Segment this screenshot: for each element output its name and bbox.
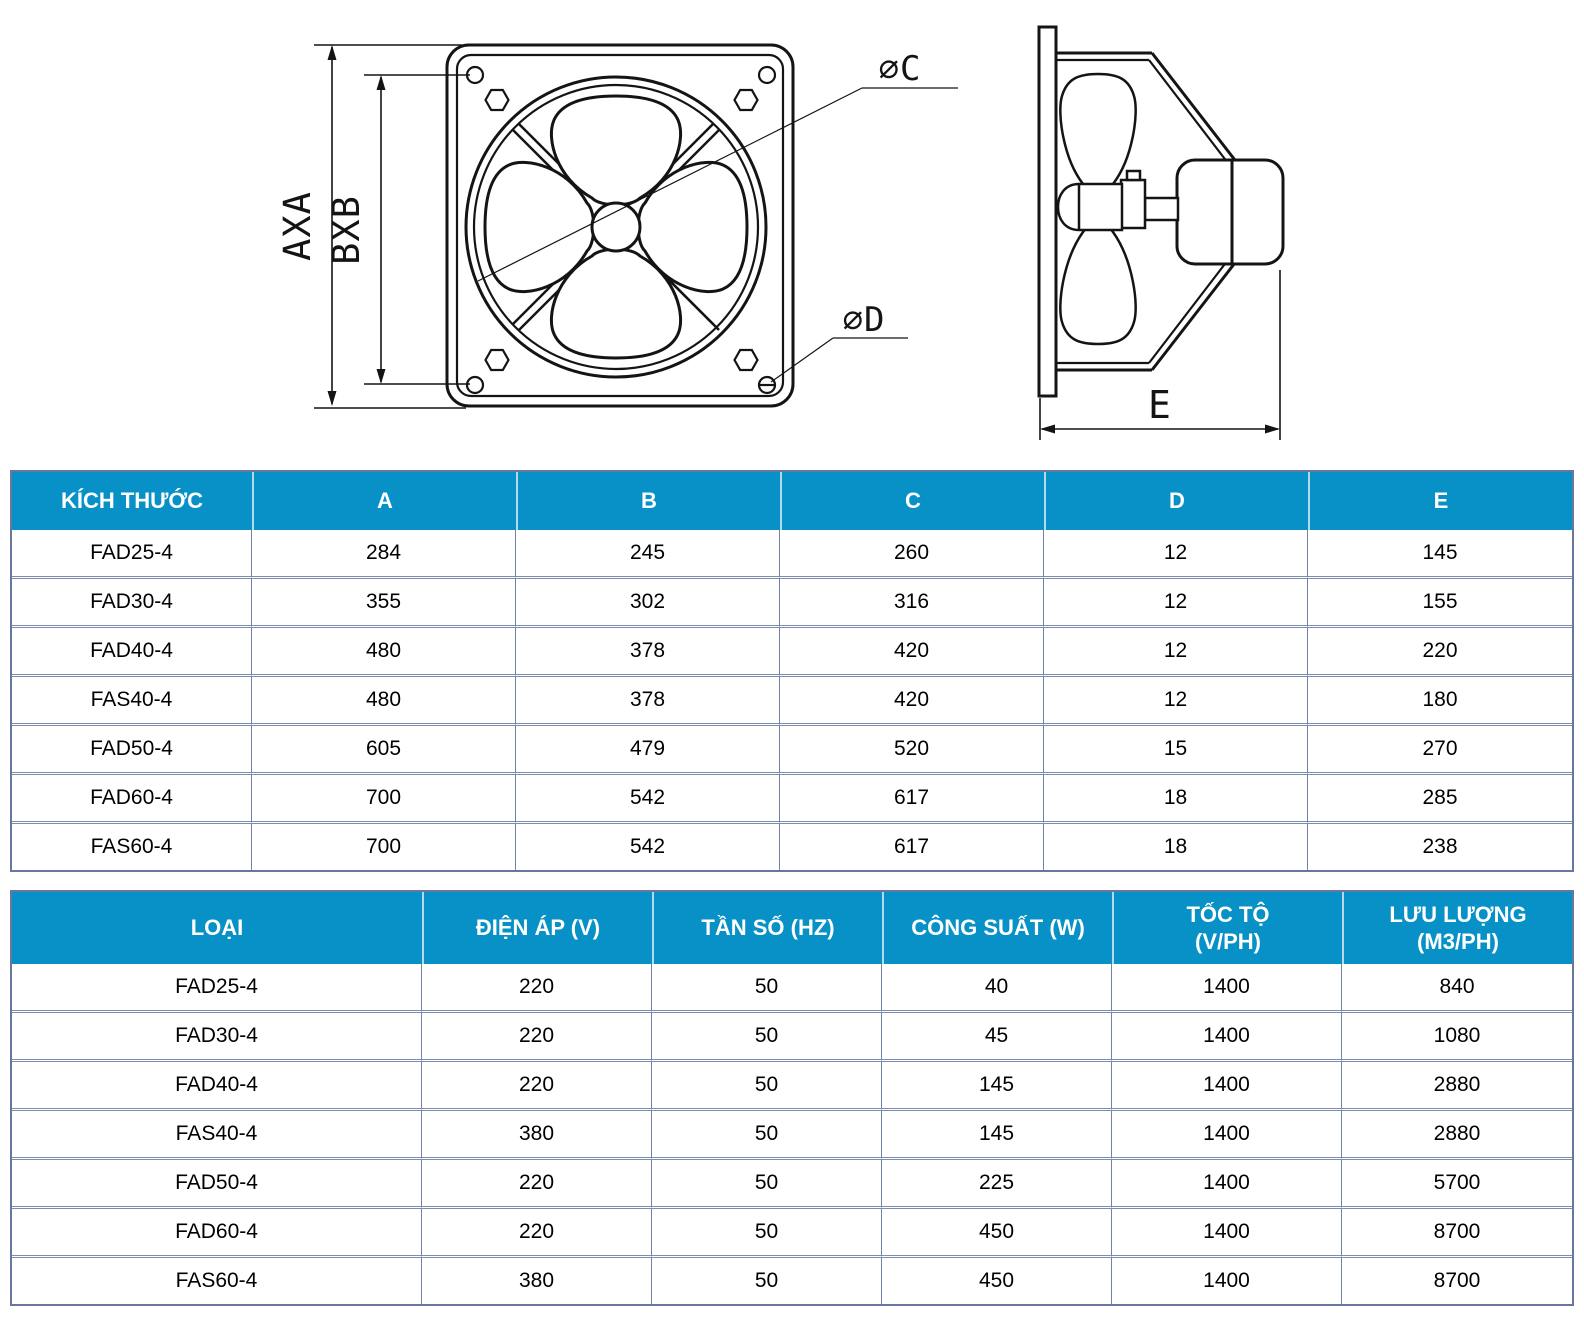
dim-label-dia-d: ∅D — [842, 300, 886, 340]
column-header-dien-ap — [422, 892, 652, 964]
value-cell: 617 — [780, 824, 1044, 870]
value-cell: 8700 — [1342, 1209, 1572, 1258]
value-cell: 378 — [516, 628, 780, 677]
model-cell: FAD50-4 — [12, 1160, 422, 1209]
model-cell: FAD30-4 — [12, 1013, 422, 1062]
value-cell: 420 — [780, 628, 1044, 677]
value-cell: 380 — [422, 1111, 652, 1160]
value-cell: 450 — [882, 1258, 1112, 1304]
fan-technical-drawing-svg — [0, 0, 1584, 470]
model-cell: FAS60-4 — [12, 1258, 422, 1304]
value-cell: 1400 — [1112, 1013, 1342, 1062]
dimensions-table-body — [12, 530, 1572, 870]
value-cell: 220 — [422, 1013, 652, 1062]
value-cell: 2880 — [1342, 1062, 1572, 1111]
value-cell: 270 — [1308, 726, 1572, 775]
fan-shaft-circle — [592, 203, 640, 251]
value-cell: 40 — [882, 964, 1112, 1013]
motor-body — [1177, 160, 1283, 264]
header-line: LƯU LƯỢNG — [1389, 901, 1527, 927]
value-cell: 284 — [252, 530, 516, 579]
header-line: (M3/PH) — [1417, 929, 1499, 954]
dim-table-row — [12, 726, 1572, 775]
value-cell: 479 — [516, 726, 780, 775]
value-cell: 1400 — [1112, 964, 1342, 1013]
value-cell: 380 — [422, 1258, 652, 1304]
spec-table-row — [12, 1111, 1572, 1160]
value-cell: 1400 — [1112, 1111, 1342, 1160]
value-cell: 220 — [422, 1209, 652, 1258]
model-cell: FAD40-4 — [12, 628, 252, 677]
hex-bolt-top-right — [735, 90, 758, 110]
value-cell: 15 — [1044, 726, 1308, 775]
value-cell: 1400 — [1112, 1209, 1342, 1258]
value-cell: 617 — [780, 775, 1044, 824]
value-cell: 155 — [1308, 579, 1572, 628]
column-header-loai — [12, 892, 422, 964]
value-cell: 245 — [516, 530, 780, 579]
column-header-b: B — [516, 472, 780, 530]
value-cell: 840 — [1342, 964, 1572, 1013]
value-cell: 542 — [516, 824, 780, 870]
value-cell: 480 — [252, 628, 516, 677]
header-line: (V/PH) — [1195, 929, 1261, 954]
dim-table-row — [12, 824, 1572, 870]
value-cell: 420 — [780, 677, 1044, 726]
dim-label-dia-c: ∅C — [878, 49, 922, 89]
specs-table — [10, 890, 1574, 1306]
blade-hub — [1058, 184, 1122, 230]
value-cell: 700 — [252, 775, 516, 824]
header-line: TỐC TỘ — [1186, 901, 1270, 927]
mount-hole-bottom-right — [759, 377, 775, 393]
dim-table-row — [12, 775, 1572, 824]
value-cell: 1400 — [1112, 1160, 1342, 1209]
model-cell: FAS60-4 — [12, 824, 252, 870]
mount-hole-bottom-left — [467, 377, 483, 393]
value-cell: 355 — [252, 579, 516, 628]
dim-label-bxb: BXB — [325, 195, 368, 265]
model-cell: FAD25-4 — [12, 964, 422, 1013]
dim-table-row — [12, 530, 1572, 579]
motor-shaft — [1145, 198, 1178, 220]
hub-key-notch — [1127, 171, 1140, 180]
header-line: LOẠI — [190, 915, 244, 941]
value-cell: 50 — [652, 1062, 882, 1111]
value-cell: 238 — [1308, 824, 1572, 870]
model-cell: FAD60-4 — [12, 1209, 422, 1258]
header-line: ĐIỆN ÁP (V) — [475, 915, 601, 941]
dim-label-axa: AXA — [276, 191, 319, 261]
model-cell: FAD60-4 — [12, 775, 252, 824]
value-cell: 302 — [516, 579, 780, 628]
spec-table-row — [12, 1209, 1572, 1258]
dim-label-e: E — [1148, 383, 1172, 427]
value-cell: 50 — [652, 1258, 882, 1304]
dim-table-row — [12, 579, 1572, 628]
mounting-plate — [1039, 27, 1056, 396]
dimensions-table — [10, 470, 1574, 872]
hex-bolt-bottom-left — [486, 350, 509, 370]
fan-side-view — [1039, 27, 1283, 396]
value-cell: 145 — [882, 1062, 1112, 1111]
value-cell: 12 — [1044, 628, 1308, 677]
dim-table-row — [12, 677, 1572, 726]
value-cell: 1400 — [1112, 1062, 1342, 1111]
value-cell: 542 — [516, 775, 780, 824]
value-cell: 18 — [1044, 775, 1308, 824]
column-header-toc-do — [1112, 892, 1342, 964]
spec-table-row — [12, 1062, 1572, 1111]
value-cell: 12 — [1044, 530, 1308, 579]
value-cell: 316 — [780, 579, 1044, 628]
value-cell: 45 — [882, 1013, 1112, 1062]
value-cell: 260 — [780, 530, 1044, 579]
specs-table-body — [12, 964, 1572, 1304]
mount-hole-top-right — [759, 67, 775, 83]
value-cell: 1400 — [1112, 1258, 1342, 1304]
header-line: CÔNG SUẤT (W) — [911, 915, 1085, 941]
value-cell: 378 — [516, 677, 780, 726]
model-cell: FAD25-4 — [12, 530, 252, 579]
header-line: TẦN SỐ (HZ) — [701, 915, 835, 941]
value-cell: 50 — [652, 1013, 882, 1062]
specs-table-header — [12, 892, 1572, 964]
value-cell: 8700 — [1342, 1258, 1572, 1304]
column-header-a: A — [252, 472, 516, 530]
model-cell: FAS40-4 — [12, 1111, 422, 1160]
value-cell: 145 — [1308, 530, 1572, 579]
value-cell: 50 — [652, 1160, 882, 1209]
value-cell: 12 — [1044, 677, 1308, 726]
value-cell: 520 — [780, 726, 1044, 775]
model-cell: FAD30-4 — [12, 579, 252, 628]
value-cell: 225 — [882, 1160, 1112, 1209]
spec-table-row — [12, 1013, 1572, 1062]
value-cell: 50 — [652, 1111, 882, 1160]
value-cell: 5700 — [1342, 1160, 1572, 1209]
spec-table-row — [12, 1160, 1572, 1209]
dim-table-row — [12, 628, 1572, 677]
value-cell: 1080 — [1342, 1013, 1572, 1062]
fan-front-view — [447, 45, 793, 406]
column-header-cong-suat — [882, 892, 1112, 964]
column-header-e: E — [1308, 472, 1572, 530]
column-header-tan-so — [652, 892, 882, 964]
column-header-luu-luong — [1342, 892, 1572, 964]
value-cell: 12 — [1044, 579, 1308, 628]
value-cell: 285 — [1308, 775, 1572, 824]
column-header-d: D — [1044, 472, 1308, 530]
technical-drawings — [0, 0, 1584, 470]
hex-bolt-bottom-right — [735, 350, 758, 370]
value-cell: 50 — [652, 964, 882, 1013]
value-cell: 220 — [422, 964, 652, 1013]
value-cell: 450 — [882, 1209, 1112, 1258]
value-cell: 480 — [252, 677, 516, 726]
value-cell: 605 — [252, 726, 516, 775]
dimensions-table-header — [12, 472, 1572, 530]
model-cell: FAS40-4 — [12, 677, 252, 726]
value-cell: 220 — [1308, 628, 1572, 677]
value-cell: 700 — [252, 824, 516, 870]
value-cell: 18 — [1044, 824, 1308, 870]
value-cell: 2880 — [1342, 1111, 1572, 1160]
value-cell: 180 — [1308, 677, 1572, 726]
value-cell: 50 — [652, 1209, 882, 1258]
hub-block — [1121, 180, 1145, 228]
value-cell: 220 — [422, 1160, 652, 1209]
model-cell: FAD40-4 — [12, 1062, 422, 1111]
hex-bolt-top-left — [486, 90, 509, 110]
model-cell: FAD50-4 — [12, 726, 252, 775]
value-cell: 220 — [422, 1062, 652, 1111]
column-header-c: C — [780, 472, 1044, 530]
column-header-kich-thuoc: KÍCH THƯỚC — [12, 472, 252, 530]
spec-table-row — [12, 964, 1572, 1013]
spec-table-row — [12, 1258, 1572, 1304]
value-cell: 145 — [882, 1111, 1112, 1160]
